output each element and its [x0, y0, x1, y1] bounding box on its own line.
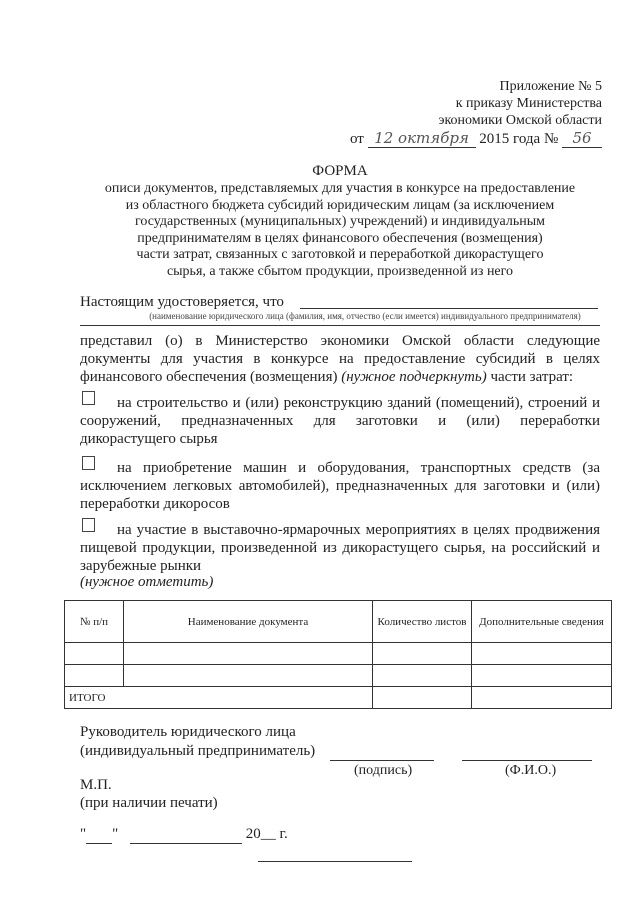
- year-text: 2015 года: [479, 131, 541, 147]
- table-cell[interactable]: [472, 643, 612, 665]
- presented-text: представил (о) в Министерство экономики Омской области следующие документы для участия в конкурсе на предоставление субсидий в целях финансового обеспечения (возмещения): [80, 333, 600, 385]
- date-year: 20__ г.: [245, 826, 288, 842]
- title-line: описи документов, представляемых для участия в конкурсе на предоставление: [104, 181, 576, 196]
- option-text-1: на строительство и (или) реконструкцию зданий (помещений), строений и сооружений, предназначенных для заготовки и (или) переработки дикорастущего сырья: [80, 395, 600, 447]
- signature-line-1: Руководитель юридического лица: [80, 724, 296, 740]
- signature-field[interactable]: [330, 760, 434, 761]
- form-title: [60, 181, 620, 280]
- certify-name-field[interactable]: [300, 308, 598, 309]
- table-cell[interactable]: [65, 665, 124, 687]
- col-sheet-count: Количество листов: [373, 601, 472, 643]
- handwritten-number: 56: [562, 130, 602, 148]
- col-document-name: Наименование документа: [124, 601, 373, 643]
- table-header-row: [65, 601, 612, 643]
- col-number: № п/п: [65, 601, 124, 643]
- bottom-signature-line[interactable]: [258, 861, 412, 862]
- seal-label: М.П.: [80, 777, 112, 793]
- total-label: ИТОГО: [65, 687, 373, 709]
- table-cell[interactable]: [65, 643, 124, 665]
- table-row: [65, 643, 612, 665]
- signature-line-2: (индивидуальный предприниматель): [80, 743, 316, 759]
- appendix-date-line: [350, 130, 602, 148]
- date-quote-close: ": [112, 826, 119, 842]
- presented-tail: части затрат:: [490, 369, 574, 385]
- option-text-3: на участие в выставочно-ярмарочных мероприятиях в целях продвижения пищевой продукции, произведенной из дикорастущего сырья, на российский и зарубежные рынки: [80, 522, 600, 574]
- documents-table: [64, 600, 612, 709]
- title-line: государственных (муниципальных) учреждений) и индивидуальным: [135, 214, 545, 229]
- title-line: части затрат, связанных с заготовкой и переработкой дикорастущего: [136, 247, 544, 262]
- appendix-line-1: Приложение № 5: [499, 79, 602, 94]
- table-cell[interactable]: [373, 665, 472, 687]
- col-additional-info: Дополнительные сведения: [472, 601, 612, 643]
- fio-field[interactable]: [462, 760, 592, 761]
- date-line: [80, 826, 288, 844]
- table-cell[interactable]: [124, 665, 373, 687]
- form-heading: ФОРМА: [312, 163, 368, 179]
- presented-note: (нужное подчеркнуть): [341, 369, 487, 385]
- table-cell[interactable]: [472, 687, 612, 709]
- presented-paragraph: [80, 332, 600, 386]
- title-line: из областного бюджета субсидий юридическим лицам (за исключением: [125, 197, 555, 213]
- title-line: сырья, а также сбытом продукции, произведенной из него: [166, 263, 514, 279]
- number-prefix: №: [543, 131, 559, 147]
- seal-note: (при наличии печати): [80, 795, 218, 811]
- handwritten-date: 12 октября: [368, 130, 476, 148]
- appendix-line-3: экономики Омской области: [438, 113, 602, 128]
- option-text-2: на приобретение машин и оборудования, транспортных средств (за исключением легковых автомобилей), предназначенных для заготовки и (или) переработки дикоросов: [80, 460, 600, 512]
- date-quote-open: ": [80, 826, 87, 842]
- appendix-line-2: к приказу Министерства: [455, 96, 602, 111]
- signature-label: (подпись): [354, 763, 413, 778]
- title-line: предпринимателям в целях финансового обеспечения (возмещения): [137, 230, 543, 246]
- fio-label: (Ф.И.О.): [505, 763, 557, 778]
- certify-text: Настоящим удостоверяется, что: [80, 294, 284, 310]
- date-month-field[interactable]: [130, 826, 242, 844]
- options-note: (нужное отметить): [80, 574, 214, 590]
- table-row: [65, 665, 612, 687]
- table-cell[interactable]: [124, 643, 373, 665]
- table-cell[interactable]: [373, 643, 472, 665]
- date-day-field[interactable]: [86, 826, 112, 844]
- date-prefix: от: [349, 131, 364, 147]
- certify-hint: (наименование юридического лица (фамилия, имя, отчество (если имеется) индивидуального предпринимателя): [149, 311, 581, 321]
- table-total-row: [65, 687, 612, 709]
- certify-name-line-2[interactable]: [80, 325, 600, 326]
- table-cell[interactable]: [373, 687, 472, 709]
- table-cell[interactable]: [472, 665, 612, 687]
